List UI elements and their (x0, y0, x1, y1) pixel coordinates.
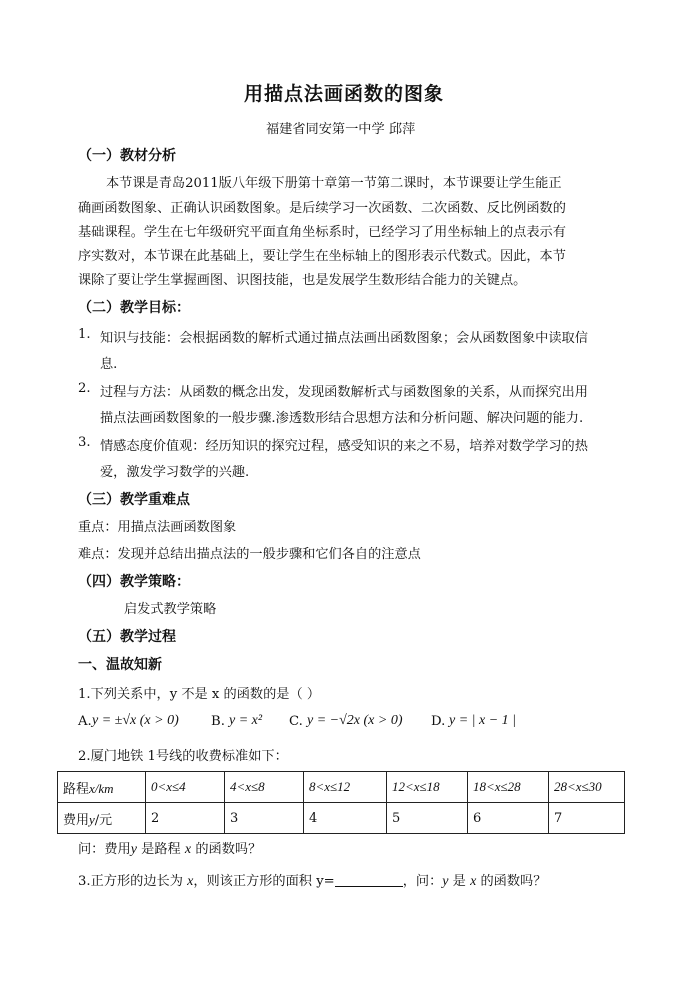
section-heading-strategy: （四）教学策略： (78, 574, 190, 590)
table-cell: 28<x≤30 (549, 772, 625, 803)
option-d-expression: y = | x − 1 | (449, 713, 517, 728)
q2-ask-part: 问：费用 (78, 842, 131, 857)
author-line: 福建省同安第一中学 邱萍 (266, 122, 416, 137)
paragraph-line: 基础课程。学生在七年级研究平面直角坐标系时，已经学习了用坐标轴上的点表示有 (78, 225, 566, 240)
table-cell: 2 (146, 803, 225, 834)
paragraph-line: 课除了要让学生掌握画图、识图技能，也是发展学生数形结合能力的关键点。 (78, 273, 527, 288)
paragraph-line: 确画函数图象、正确认识函数图象。是后续学习一次函数、二次函数、反比例函数的 (78, 201, 566, 216)
section-heading-analysis: （一）教材分析 (78, 148, 176, 164)
paragraph-line: 序实数对，本节课在此基础上，要让学生在坐标轴上的图形表示代数式。因此，本节 (78, 249, 566, 264)
table-cell: 7 (549, 803, 625, 834)
list-number: 2. (78, 381, 91, 396)
q2-ask-x: x (184, 842, 192, 857)
q3-x: x (470, 874, 477, 889)
list-number: 1. (78, 327, 91, 342)
table-cell: 18<x≤28 (468, 772, 549, 803)
table-cell: 0<x≤4 (146, 772, 225, 803)
table-cell: 8<x≤12 (304, 772, 387, 803)
q3-part: 是 (448, 874, 471, 889)
paragraph-line: 本节课是青岛2011版八年级下册第十章第一节第二课时，本节课要让学生能正 (106, 176, 562, 191)
q3-y: y (442, 874, 449, 889)
q2-ask-part: 是路程 (136, 842, 185, 857)
q2-ask-part: 的函数吗？ (191, 842, 262, 857)
section-heading-key-points: （三）教学重难点 (78, 492, 190, 508)
option-c-label: C. (289, 714, 303, 729)
fare-table (57, 771, 625, 834)
difficult-point: 难点：发现并总结出描点法的一般步骤和它们各自的注意点 (78, 547, 421, 562)
q3-part: 的函数吗？ (476, 874, 547, 889)
row-header (58, 803, 146, 834)
table-cell: 12<x≤18 (387, 772, 468, 803)
list-item-line: 描点法画函数图象的一般步骤.渗透数形结合思想方法和分析问题、解决问题的能力. (100, 411, 584, 426)
distance-label: 路程 (63, 781, 90, 797)
q3-part: ，问： (402, 874, 443, 889)
distance-unit: x/km (89, 780, 114, 796)
row-header (58, 772, 146, 803)
question-1: 1.下列关系中，y 不是 x 的函数的是（ ） (78, 687, 321, 702)
section-heading-process: （五）教学过程 (78, 629, 176, 645)
q3-part: 3.正方形的边长为 (78, 874, 188, 889)
list-item-line: 情感态度价值观：经历知识的探究过程，感受知识的来之不易，培养对数学学习的热 (100, 439, 588, 454)
table-row (58, 803, 625, 834)
fee-unit: /元 (94, 812, 113, 828)
q3-x: x (187, 874, 194, 889)
page-title: 用描点法画函数的图象 (244, 83, 445, 105)
question-2-ask (78, 838, 261, 858)
list-item-line: 过程与方法：从函数的概念出发，发现函数解析式与函数图象的关系，从而探究出用 (100, 385, 588, 400)
table-cell: 5 (387, 803, 468, 834)
subsection-heading: 一、温故知新 (78, 657, 162, 673)
table-cell: 4<x≤8 (225, 772, 304, 803)
table-cell: 6 (468, 803, 549, 834)
list-item-line: 爱，激发学习数学的兴趣. (100, 465, 250, 480)
option-b-label: B. (211, 714, 225, 729)
list-item-line: 知识与技能：会根据函数的解析式通过描点法画出函数图象；会从函数图象中读取信 (100, 331, 588, 346)
list-item-line: 息. (100, 357, 118, 372)
answer-blank[interactable] (335, 872, 403, 887)
strategy-text: 启发式教学策略 (124, 602, 217, 617)
option-a-label: A. (78, 714, 92, 729)
question-2: 2.厦门地铁 1号线的收费标准如下： (78, 749, 288, 764)
question-3 (78, 870, 546, 890)
list-number: 3. (78, 435, 91, 450)
table-row (58, 772, 625, 803)
q3-part: ，则该正方形的面积 y= (193, 874, 335, 889)
fee-variable: y (89, 811, 95, 827)
table-cell: 4 (304, 803, 387, 834)
q2-ask-y: y (130, 842, 137, 857)
option-c-expression: y = −√2x (x > 0) (307, 713, 403, 728)
key-point: 重点：用描点法画函数图象 (78, 520, 237, 535)
fee-label: 费用 (63, 812, 90, 828)
option-b-expression: y = x² (229, 713, 263, 728)
section-heading-goals: （二）教学目标： (78, 300, 190, 316)
option-a-expression: y = ±√x (x > 0) (92, 713, 179, 728)
table-cell: 3 (225, 803, 304, 834)
option-d-label: D. (431, 714, 446, 729)
